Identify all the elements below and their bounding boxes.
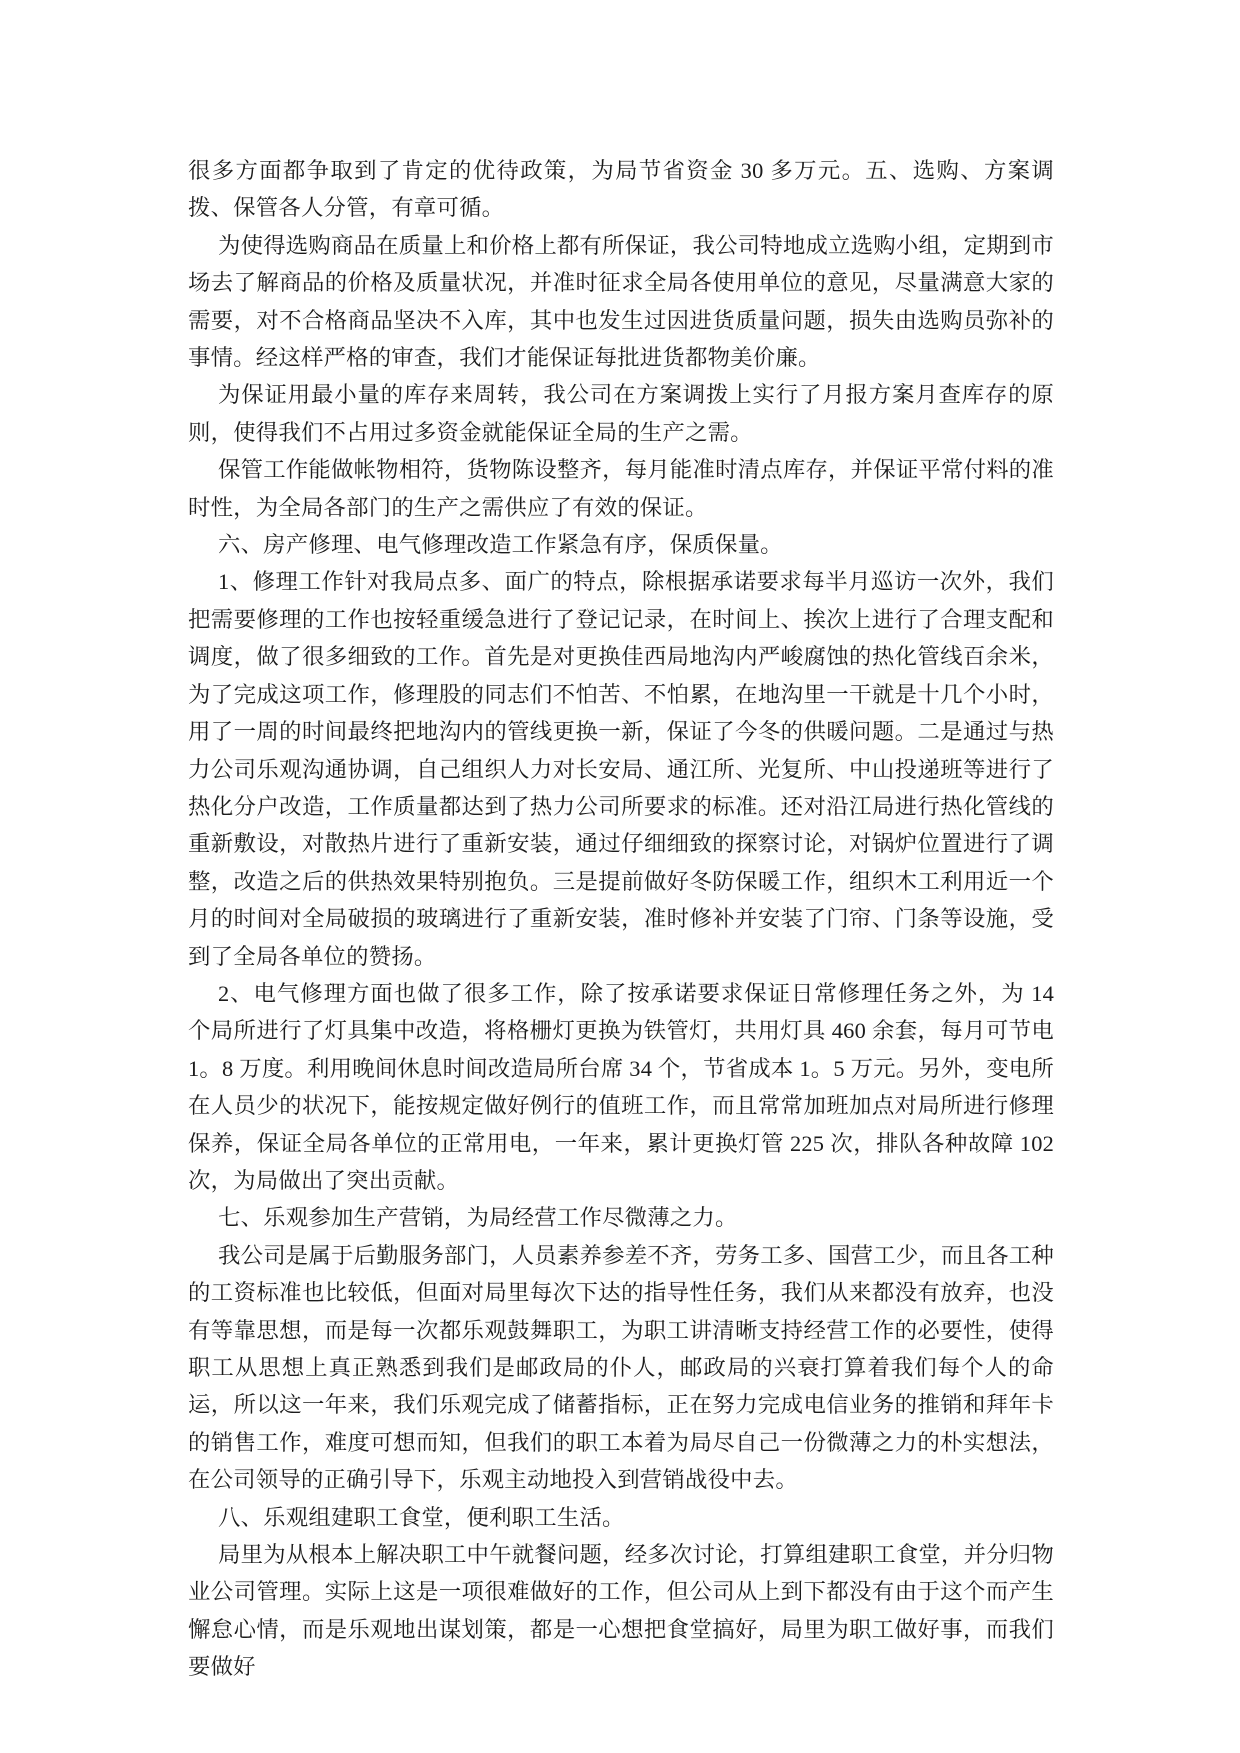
- paragraph: 为保证用最小量的库存来周转，我公司在方案调拨上实行了月报方案月查库存的原则，使得我们不占用过多资金就能保证全局的生产之需。: [188, 382, 1054, 445]
- paragraph: 八、乐观组建职工食堂，便利职工生活。: [218, 1504, 625, 1530]
- document-body: [188, 152, 1054, 1686]
- paragraph: 七、乐观参加生产营销，为局经营工作尽微薄之力。: [218, 1205, 738, 1231]
- paragraph: 1、修理工作针对我局点多、面广的特点，除根据承诺要求每半月巡访一次外，我们把需要修理的工作也按轻重缓急进行了登记记录，在时间上、挨次上进行了合理支配和调度，做了很多细致的工作。首先是对更换佳西局地沟内严峻腐蚀的热化管线百余米，为了完成这项工作，修理股的同志们不怕苦、不怕累，在地沟里一干就是十几个小时，用了一周的时间最终把地沟内的管线更换一新，保证了今冬的供暖问题。二是通过与热力公司乐观沟通协调，自己组织人力对长安局、通江所、光复所、中山投递班等进行了热化分户改造，工作质量都达到了热力公司所要求的标准。还对沿江局进行热化管线的重新敷设，对散热片进行了重新安装，通过仔细细致的探察讨论，对锅炉位置进行了调整，改造之后的供热效果特别抱负。三是提前做好冬防保暖工作，组织木工利用近一个月的时间对全局破损的玻璃进行了重新安装，准时修补并安装了门帘、门条等设施，受到了全局各单位的赞扬。: [188, 569, 1054, 969]
- paragraph: 很多方面都争取到了肯定的优待政策，为局节省资金 30 多万元。五、选购、方案调拨、保管各人分管，有章可循。: [188, 158, 1054, 221]
- paragraph: 我公司是属于后勤服务部门，人员素养参差不齐，劳务工多、国营工少，而且各工种的工资标准也比较低，但面对局里每次下达的指导性任务，我们从来都没有放弃，也没有等靠思想，而是每一次都乐观鼓舞职工，为职工讲清晰支持经营工作的必要性，使得职工从思想上真正熟悉到我们是邮政局的仆人，邮政局的兴衰打算着我们每个人的命运，所以这一年来，我们乐观完成了储蓄指标，正在努力完成电信业务的推销和拜年卡的销售工作，难度可想而知，但我们的职工本着为局尽自己一份微薄之力的朴实想法，在公司领导的正确引导下，乐观主动地投入到营销战役中去。: [188, 1242, 1054, 1493]
- paragraph: 2、电气修理方面也做了很多工作，除了按承诺要求保证日常修理任务之外，为 14 个局所进行了灯具集中改造，将格栅灯更换为铁管灯，共用灯具 460 余套，每月可节电 1。8 万度。利用晚间休息时间改造局所台席 34 个，节省成本 1。5 万元。另外，变电所在人员少的状况下，能按规定做好例行的值班工作，而且常常加班加点对局所进行修理保养，保证全局各单位的正常用电，一年来，累计更换灯管 225 次，排队各种故障 102 次，为局做出了突出贡献。: [188, 980, 1054, 1193]
- paragraph: 六、房产修理、电气修理改造工作紧急有序，保质保量。: [218, 532, 783, 558]
- paragraph: 保管工作能做帐物相符，货物陈设整齐，每月能准时清点库存，并保证平常付料的准时性，为全局各部门的生产之需供应了有效的保证。: [188, 457, 1054, 520]
- paragraph: 为使得选购商品在质量上和价格上都有所保证，我公司特地成立选购小组，定期到市场去了解商品的价格及质量状况，并准时征求全局各使用单位的意见，尽量满意大家的需要，对不合格商品坚决不入库，其中也发生过因进货质量问题，损失由选购员弥补的事情。经这样严格的审查，我们才能保证每批进货都物美价廉。: [188, 232, 1054, 371]
- paragraph: 局里为从根本上解决职工中午就餐问题，经多次讨论，打算组建职工食堂，并分归物业公司管理。实际上这是一项很难做好的工作，但公司从上到下都没有由于这个而产生懈怠心情，而是乐观地出谋划策，都是一心想把食堂搞好，局里为职工做好事，而我们要做好: [188, 1542, 1054, 1680]
